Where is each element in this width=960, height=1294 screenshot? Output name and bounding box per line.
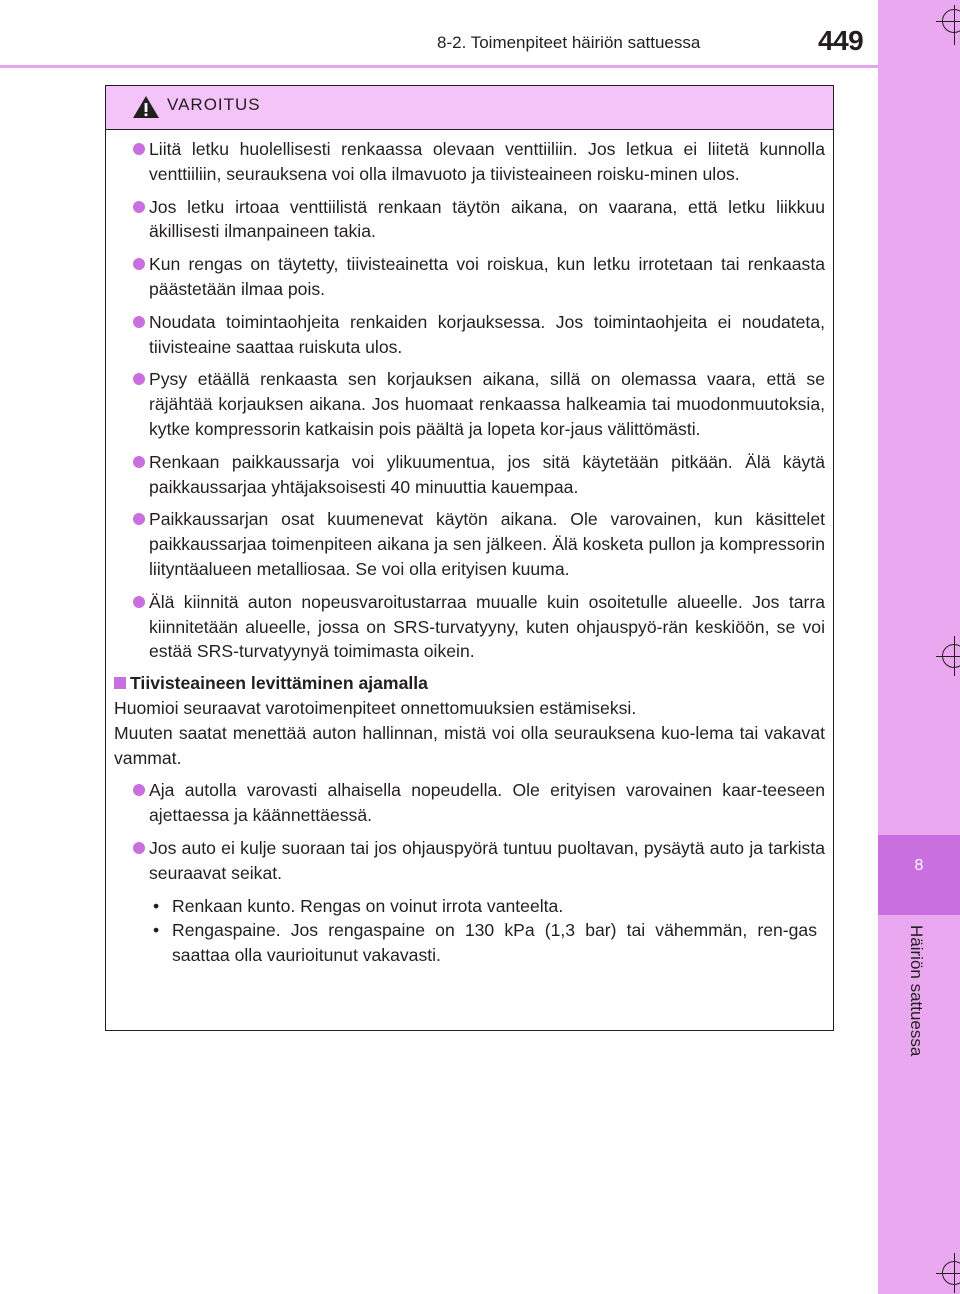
page-number: 449 bbox=[818, 25, 864, 56]
warning-item bbox=[112, 252, 827, 302]
warning-body bbox=[106, 130, 833, 968]
warning-item bbox=[112, 450, 827, 500]
dot-marker: • bbox=[153, 920, 160, 941]
check-list-item bbox=[112, 918, 827, 968]
bullet-icon bbox=[133, 842, 145, 854]
warning-item-text: Pysy etäällä renkaasta sen korjauksen aikana, sillä on olemassa vaara, että se räjähtää korjauksen aikana. Jos huomaat renkaassa halkeamia tai muodonmuutoksia, kytke kompressorin katkaisin pois päältä ja lopeta kor-jaus välittömästi. bbox=[149, 369, 825, 439]
warning-item-text: Paikkaussarjan osat kuumenevat käytön aikana. Ole varovainen, kun käsittelet paikkaussarjaa toimenpiteen aikana ja sen jälkeen. Älä kosketa pullon ja kompressorin liityntäalueen metalliosaa. Se voi olla erityisen kuuma. bbox=[149, 509, 825, 579]
warning-item-text: Jos letku irtoaa venttiilistä renkaan täytön aikana, on vaarana, että letku liikkuu äkillisesti ilmanpaineen takia. bbox=[149, 196, 825, 242]
chapter-title: Häiriön sattuessa bbox=[907, 925, 926, 1057]
warning-item-text: Kun rengas on täytetty, tiivisteainetta voi roiskua, kun letku irrotetaan tai renkaasta päästetään ilmaa pois. bbox=[149, 254, 825, 299]
warning-item bbox=[112, 367, 827, 441]
subsection-item bbox=[112, 778, 827, 828]
square-bullet-icon bbox=[114, 677, 126, 689]
warning-item-text: Älä kiinnitä auton nopeusvaroitustarraa muualle kuin osoitetulle alueelle. Jos tarra kiinnitetään alueelle, jossa on SRS-turvatyyny, kuten ohjauspyö-rän keskiöön, se voi estää SRS-turvatyynyä toimimasta oikein. bbox=[149, 591, 825, 662]
subsection-heading bbox=[112, 671, 827, 696]
chapter-number: 8 bbox=[914, 857, 924, 874]
check-list-item bbox=[112, 894, 827, 919]
bullet-icon bbox=[133, 784, 145, 796]
bullet-icon bbox=[133, 143, 145, 155]
header-rule bbox=[0, 65, 878, 68]
subsection-intro bbox=[112, 696, 827, 770]
check-list bbox=[112, 894, 827, 968]
bullet-icon bbox=[133, 456, 145, 468]
warning-header bbox=[106, 86, 833, 130]
subsection-paragraph: Muuten saatat menettää auton hallinnan, mistä voi olla seurauksena kuo-lema tai vakavat vammat. bbox=[114, 722, 825, 768]
warning-box bbox=[105, 85, 834, 1031]
warning-title: VAROITUS bbox=[167, 95, 261, 114]
warning-item bbox=[112, 310, 827, 360]
subsection-paragraph: Huomioi seuraavat varotoimenpiteet onnettomuuksien estämiseksi. bbox=[114, 697, 637, 718]
warning-item bbox=[112, 507, 827, 581]
warning-item-text: Renkaan paikkaussarja voi ylikuumentua, jos sitä käytetään pitkään. Älä käytä paikkaussarjaa yhtäjaksoisesti 40 minuuttia kauempaa. bbox=[149, 451, 825, 497]
bullet-icon bbox=[133, 258, 145, 270]
section-header: 8-2. Toimenpiteet häiriön sattuessa bbox=[437, 33, 701, 52]
warning-item bbox=[112, 137, 827, 187]
crop-circle bbox=[942, 9, 960, 33]
warning-item bbox=[112, 195, 827, 245]
bullet-icon bbox=[133, 596, 145, 608]
bullet-icon bbox=[133, 513, 145, 525]
subsection-item-text: Jos auto ei kulje suoraan tai jos ohjauspyörä tuntuu puoltavan, pysäytä auto ja tarkista seuraavat seikat. bbox=[149, 837, 825, 883]
warning-triangle-icon bbox=[132, 95, 160, 119]
bullet-icon bbox=[133, 373, 145, 385]
crop-circle bbox=[942, 1261, 960, 1285]
subsection-title: Tiivisteaineen levittäminen ajamalla bbox=[130, 673, 428, 694]
chapter-number-box bbox=[878, 835, 960, 915]
dot-marker: • bbox=[153, 895, 160, 916]
warning-item-text: Noudata toimintaohjeita renkaiden korjauksessa. Jos toimintaohjeita ei noudateta, tiivisteaine saattaa ruiskuta ulos. bbox=[149, 311, 825, 357]
crop-circle bbox=[942, 644, 960, 668]
check-list-item-text: Rengaspaine. Jos rengaspaine on 130 kPa (1,3 bar) tai vähemmän, ren-gas saattaa olla vaurioitunut vakavasti. bbox=[172, 920, 817, 966]
check-list-item-text: Renkaan kunto. Rengas on voinut irrota vanteelta. bbox=[172, 895, 564, 916]
subsection-item bbox=[112, 836, 827, 886]
bullet-icon bbox=[133, 201, 145, 213]
subsection-item-text: Aja autolla varovasti alhaisella nopeudella. Ole erityisen varovainen kaar-teeseen ajettaessa ja käännettäessä. bbox=[149, 780, 825, 826]
warning-item bbox=[112, 590, 827, 664]
warning-item-text: Liitä letku huolellisesti renkaassa olevaan venttiiliin. Jos letkua ei liitetä kunnolla venttiiliin, seurauksena voi olla ilmavuoto ja tiivisteaineen roisku-minen ulos. bbox=[149, 139, 825, 184]
bullet-icon bbox=[133, 316, 145, 328]
